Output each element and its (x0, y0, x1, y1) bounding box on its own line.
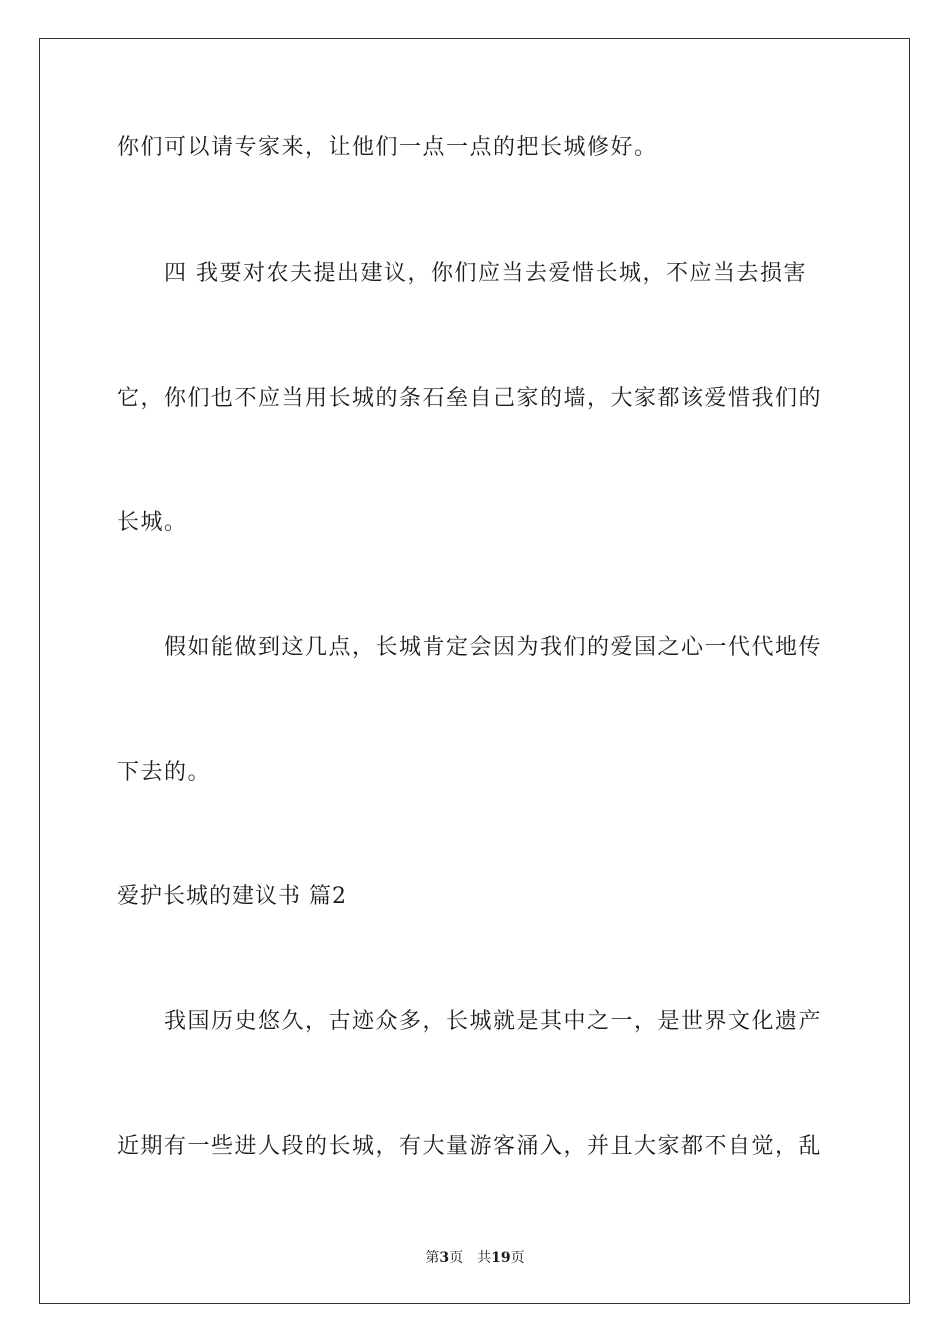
page-footer (0, 1248, 950, 1268)
body-line-4: 长城。 (117, 510, 188, 535)
body-line-3: 它，你们也不应当用长城的条石垒自己家的墙，大家都该爱惜我们的 (117, 386, 823, 411)
footer-page-number: 3 (439, 1250, 450, 1266)
footer-page-prefix: 第 (425, 1250, 440, 1266)
body-line-8: 近期有一些进人段的长城，有大量游客涌入，并且大家都不自觉，乱 (117, 1134, 823, 1159)
body-line-2: 四 我要对农夫提出建议，你们应当去爱惜长城，不应当去损害 (117, 261, 807, 286)
body-line-7: 我国历史悠久，古迹众多，长城就是其中之一，是世界文化遗产 (117, 1009, 823, 1034)
page-border (39, 38, 910, 1304)
footer-page-suffix: 页 (449, 1250, 464, 1266)
footer-total-suffix: 页 (510, 1250, 525, 1266)
footer-total-pages: 19 (491, 1250, 511, 1266)
body-line-6: 下去的。 (117, 760, 212, 785)
body-line-1: 你们可以请专家来，让他们一点一点的把长城修好。 (117, 135, 658, 160)
body-line-5: 假如能做到这几点，长城肯定会因为我们的爱国之心一代代地传 (117, 635, 823, 660)
section-heading: 爱护长城的建议书 篇2 (117, 884, 347, 909)
footer-total-prefix: 共 (477, 1250, 492, 1266)
